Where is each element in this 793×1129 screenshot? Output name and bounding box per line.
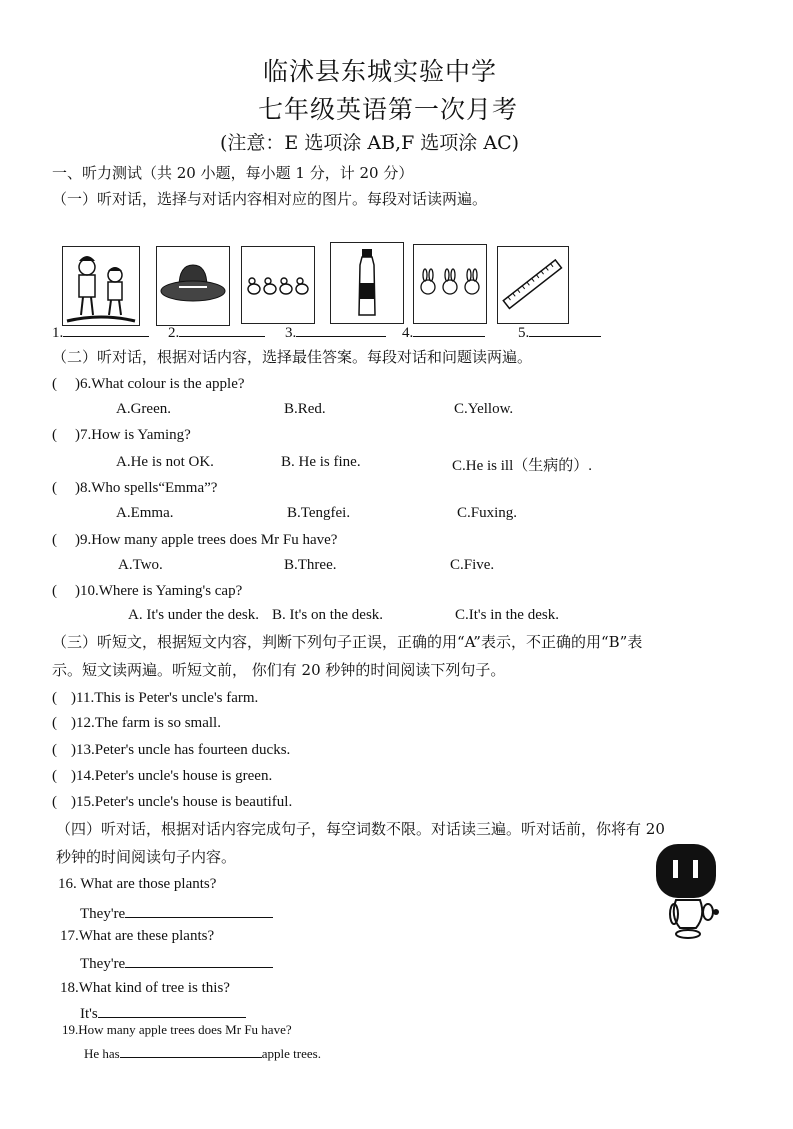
q7-option-b: B. He is fine. bbox=[281, 454, 361, 470]
question-8: ( )8.Who spells“Emma”? bbox=[52, 480, 218, 496]
ducks-image bbox=[241, 246, 315, 324]
part3-instruction-line1: （三）听短文，根据短文内容，判断下列句子正误，正确的用“A”表示，不正确的用“B”表 bbox=[52, 633, 643, 651]
bottle-image bbox=[330, 242, 404, 324]
q9-option-a: A.Two. bbox=[118, 557, 163, 573]
statement-13: ( )13.Peter's uncle has fourteen ducks. bbox=[52, 742, 291, 758]
question-6: ( )6.What colour is the apple? bbox=[52, 376, 245, 392]
answer-16: They're bbox=[80, 903, 273, 923]
question-16: 16. What are those plants? bbox=[58, 876, 217, 892]
hat-image bbox=[156, 246, 230, 326]
answer-19: He has apple trees. bbox=[84, 1046, 321, 1061]
statement-12: ( )12.The farm is so small. bbox=[52, 715, 221, 731]
part4-instruction-line2: 秒钟的时间阅读句子内容。 bbox=[56, 848, 237, 866]
robot-image bbox=[646, 842, 732, 942]
section-title: 一、听力测试（共 20 小题，每小题 1 分，计 20 分） bbox=[52, 164, 414, 182]
q8-option-c: C.Fuxing. bbox=[457, 505, 518, 521]
exam-title: 七年级英语第一次月考 bbox=[258, 95, 519, 124]
q9-option-b: B.Three. bbox=[284, 557, 337, 573]
question-7: ( )7.How is Yaming? bbox=[52, 427, 191, 443]
picture-answer-5: 5. bbox=[518, 322, 601, 342]
part4-instruction-line1: （四）听对话，根据对话内容完成句子，每空词数不限。对话读三遍。听对话前，你将有 20 bbox=[56, 820, 665, 838]
question-10: ( )10.Where is Yaming's cap? bbox=[52, 583, 243, 599]
part1-instruction: （一）听对话，选择与对话内容相对应的图片。每段对话读两遍。 bbox=[52, 190, 488, 208]
question-18: 18.What kind of tree is this? bbox=[60, 980, 230, 996]
two-people-image bbox=[62, 246, 140, 326]
q10-option-a: A. It's under the desk. bbox=[128, 607, 260, 623]
q6-option-a: A.Green. bbox=[116, 401, 171, 417]
statement-11: ( )11.This is Peter's uncle's farm. bbox=[52, 690, 259, 706]
answer-18: It's bbox=[80, 1003, 246, 1023]
q6-option-b: B.Red. bbox=[284, 401, 326, 417]
q7-option-a: A.He is not OK. bbox=[116, 454, 214, 470]
picture-answer-2: 2. bbox=[168, 322, 265, 342]
part2-instruction: （二）听对话，根据对话内容，选择最佳答案。每段对话和问题读两遍。 bbox=[52, 348, 533, 366]
picture-answer-4: 4. bbox=[402, 322, 485, 342]
ruler-image bbox=[497, 246, 569, 324]
rabbits-image bbox=[413, 244, 487, 324]
q9-option-c: C.Five. bbox=[450, 557, 495, 573]
q8-option-b: B.Tengfei. bbox=[287, 505, 351, 521]
part3-instruction-line2: 示。短文读两遍。听短文前， 你们有 20 秒钟的时间阅读下列句子。 bbox=[52, 661, 506, 679]
question-9: ( )9.How many apple trees does Mr Fu have? bbox=[52, 532, 338, 548]
q10-option-b: B. It's on the desk. bbox=[272, 607, 384, 623]
answer-17: They're bbox=[80, 953, 273, 973]
q6-option-c: C.Yellow. bbox=[454, 401, 514, 417]
statement-14: ( )14.Peter's uncle's house is green. bbox=[52, 768, 273, 784]
picture-answer-1: 1. bbox=[52, 322, 149, 342]
statement-15: ( )15.Peter's uncle's house is beautiful. bbox=[52, 794, 293, 810]
question-17: 17.What are these plants? bbox=[60, 928, 215, 944]
school-title: 临沭县东城实验中学 bbox=[263, 57, 498, 86]
question-19: 19.How many apple trees does Mr Fu have? bbox=[62, 1022, 292, 1037]
q10-option-c: C.It's in the desk. bbox=[455, 607, 559, 623]
answer-note: (注意：E 选项涂 AB,F 选项涂 AC) bbox=[220, 132, 520, 154]
q7-option-c: C.He is ill（生病的）. bbox=[452, 458, 593, 474]
picture-answer-3: 3. bbox=[285, 322, 386, 342]
q8-option-a: A.Emma. bbox=[116, 505, 174, 521]
